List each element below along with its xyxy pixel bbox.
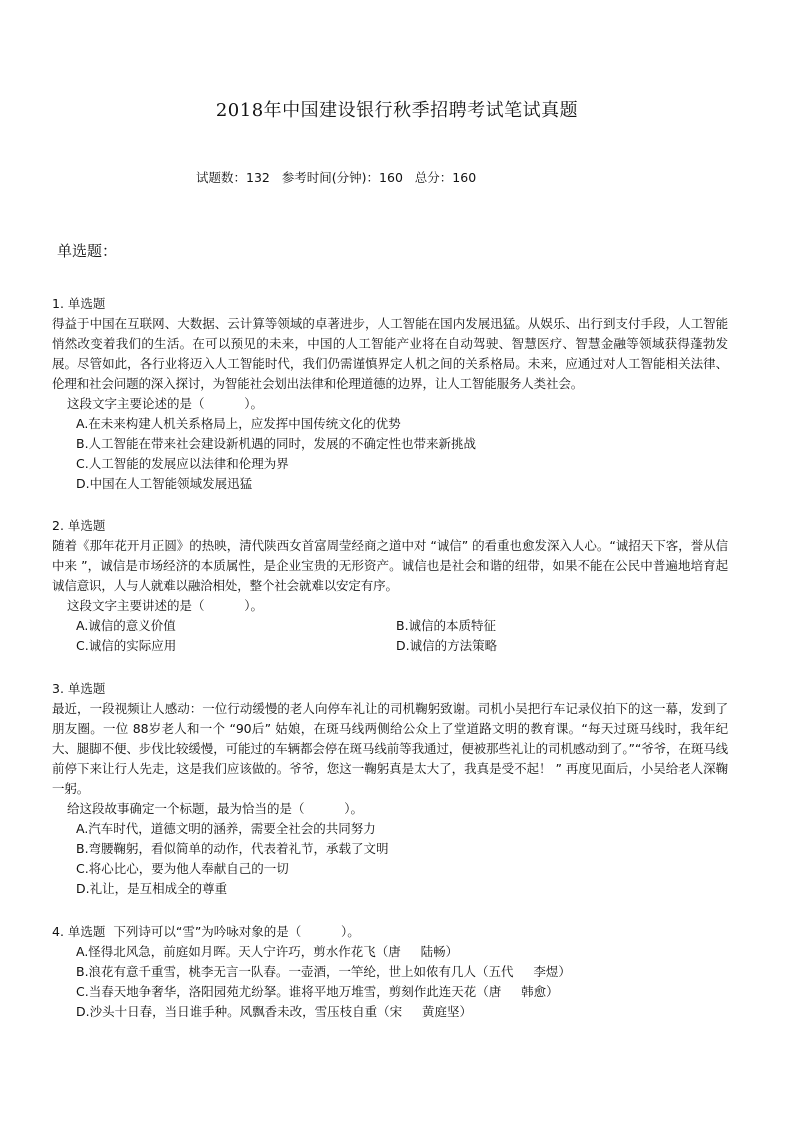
option-list <box>52 414 728 494</box>
question-prompt: 给这段故事确定一个标题，最为恰当的是（ ）。 <box>67 801 363 816</box>
option-b[interactable]: B.弯腰鞠躬，看似简单的动作，代表着礼节，承载了文明 <box>76 841 389 856</box>
option-a[interactable]: A.怪得北风急，前庭如月晖。天人宁许巧，剪水作花飞（唐 陆畅） <box>76 944 459 959</box>
option-c[interactable]: C.人工智能的发展应以法律和伦理为界 <box>76 456 289 471</box>
question-2 <box>52 516 728 656</box>
question-4 <box>52 922 728 1022</box>
exam-meta: 试题数：132 参考时间(分钟)：160 总分：160 <box>196 170 477 185</box>
question-header: 4. 单选题 下列诗可以“雪”为吟咏对象的是（ ）。 <box>52 924 360 939</box>
question-1 <box>52 294 728 494</box>
option-c[interactable]: C.当春天地争奢华，洛阳园苑尤纷拏。谁将平地万堆雪，剪刻作此连天花（唐 韩愈） <box>76 984 559 999</box>
question-body: 随着《那年花开月正圆》的热映，清代陕西女首富周莹经商之道中对 “诚信” 的看重也愈发深入人心。“诚招天下客，誉从信中来 ”，诚信是市场经济的本质属性，是企业宝贵的无形资产。诚信也是社会和谐的纽带，如果不能在公民中普遍地培育起诚信意识，人与人就难以融洽相处，整个社会就难以安定有序。 <box>52 538 728 593</box>
option-b[interactable]: B.诚信的本质特征 <box>396 618 497 633</box>
option-list <box>52 616 728 656</box>
question-3 <box>52 679 728 899</box>
question-header: 3. 单选题 <box>52 681 106 696</box>
option-a[interactable]: A.在未来构建人机关系格局上，应发挥中国传统文化的优势 <box>76 416 401 431</box>
question-header: 2. 单选题 <box>52 518 106 533</box>
option-a[interactable]: A.汽车时代，道德文明的涵养，需要全社会的共同努力 <box>76 821 376 836</box>
section-heading: 单选题： <box>57 242 118 260</box>
option-a[interactable]: A.诚信的意义价值 <box>76 618 176 633</box>
option-d[interactable]: D.沙头十日春，当日谁手种。风飘香未改，雪压枝自重（宋 黄庭坚） <box>76 1004 472 1019</box>
question-body: 最近，一段视频让人感动：一位行动缓慢的老人向停车礼让的司机鞠躬致谢。司机小吴把行车记录仪拍下的这一幕，发到了朋友圈。一位 88岁老人和一个 “90后” 姑娘，在斑马线两侧给公众上了堂道路文明的教育课。“每天过斑马线时，我年纪大、腿脚不便、步伐比较缓慢，可能过的车辆都会停在斑马线前等我通过，便被那些礼让的司机感动到了。”“爷爷，在斑马线前停下来让行人先走，这是我们应该做的。爷爷，您这一鞠躬真是太大了，我真是受不起！ ” 再度见面后，小吴给老人深鞠一躬。 <box>52 701 728 796</box>
option-list <box>52 942 728 1022</box>
question-header: 1. 单选题 <box>52 296 106 311</box>
question-body: 得益于中国在互联网、大数据、云计算等领域的卓著进步，人工智能在国内发展迅猛。从娱乐、出行到支付手段，人工智能悄然改变着我们的生活。在可以预见的未来，中国的人工智能产业将在自动驾驶、智慧医疗、智慧金融等领域获得蓬勃发展。尽管如此，各行业将迈入人工智能时代，我们仍需谨慎界定人机之间的关系格局。未来，应通过对人工智能相关法律、伦理和社会问题的深入探讨，为智能社会划出法律和伦理道德的边界，让人工智能服务人类社会。 <box>52 316 728 391</box>
page-title: 2018年中国建设银行秋季招聘考试笔试真题 <box>215 100 579 121</box>
option-b[interactable]: B.人工智能在带来社会建设新机遇的同时，发展的不确定性也带来新挑战 <box>76 436 477 451</box>
question-prompt: 这段文字主要讲述的是（ ）。 <box>67 598 263 613</box>
option-list <box>52 819 728 899</box>
option-d[interactable]: D.诚信的方法策略 <box>396 638 498 653</box>
option-d[interactable]: D.中国在人工智能领域发展迅猛 <box>76 476 253 491</box>
option-c[interactable]: C.将心比心，要为他人奉献自己的一切 <box>76 861 289 876</box>
option-c[interactable]: C.诚信的实际应用 <box>76 638 177 653</box>
question-prompt: 这段文字主要论述的是（ ）。 <box>67 396 263 411</box>
option-b[interactable]: B.浪花有意千重雪，桃李无言一队春。一壶酒，一竿纶，世上如侬有几人（五代 李煜） <box>76 964 571 979</box>
question-list <box>52 294 728 1022</box>
option-d[interactable]: D.礼让，是互相成全的尊重 <box>76 881 228 896</box>
